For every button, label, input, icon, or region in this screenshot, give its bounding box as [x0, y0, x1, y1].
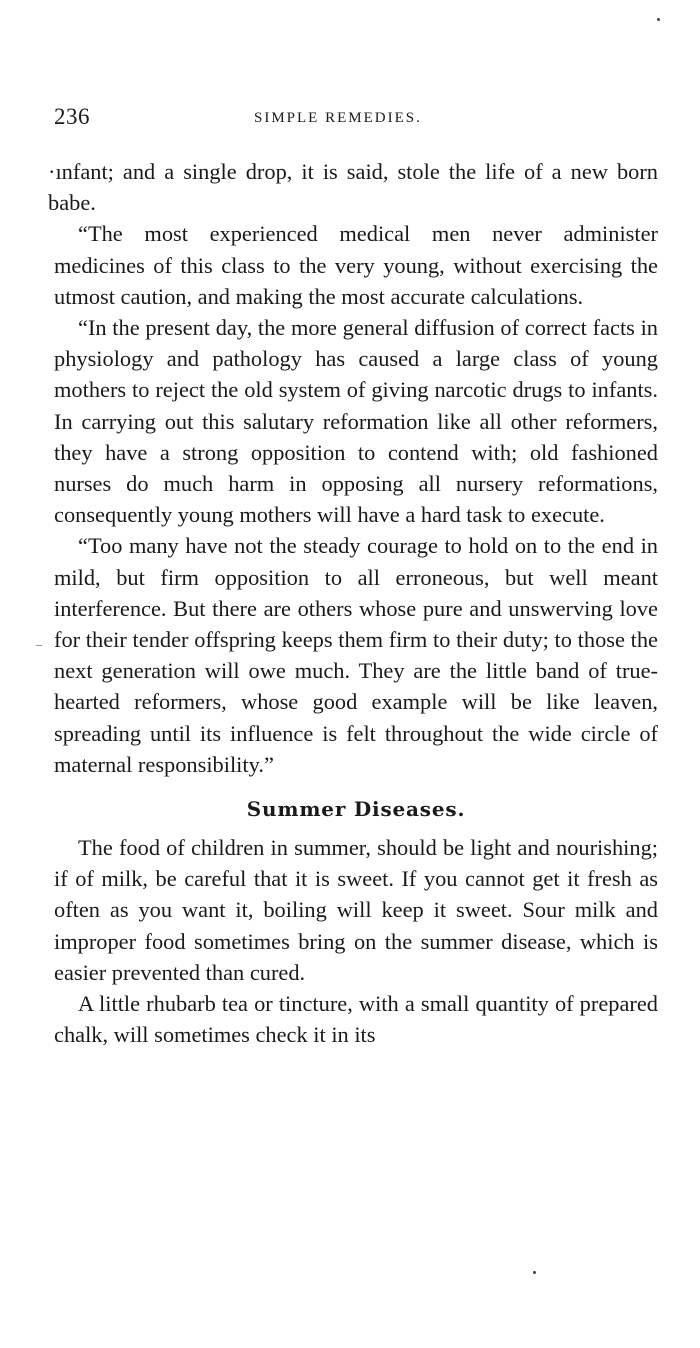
paragraph-rhubarb: A little rhubarb tea or tincture, with a small quantity of prepared chalk, will sometimes check it in its [54, 991, 658, 1048]
paragraph-medical-men: “The most experienced medical men never administer medicines of this class to the very young, without exercising the utmost caution, and making the most accurate calculations. [54, 221, 658, 309]
paragraph-summer-food: The food of children in summer, should be light and nourishing; if of milk, be careful that it is sweet. If you cannot get it fresh as often as you want it, boiling will keep it sweet. Sour milk and improper food sometimes bring on the summer disease, which is easier prevented than cured. [54, 835, 658, 985]
page-number: 236 [54, 104, 90, 129]
print-speck [533, 1271, 536, 1274]
running-title: SIMPLE REMEDIES. [254, 110, 422, 126]
running-head [54, 104, 666, 134]
paragraph-present-day: “In the present day, the more general diffusion of correct facts in physiology and pathology has caused a large class of young mothers to reject the old system of giving narcotic drugs to infants. In carrying out this salutary reformation like all other reformers, they have a strong opposition to contend with; old fashioned nurses do much harm in opposing all nursery reformations, consequently young mothers will have a hard task to execute. [54, 315, 658, 528]
print-speck [657, 18, 660, 21]
paragraph-steady-courage: “Too many have not the steady courage to hold on to the end in mild, but firm opposition to all erroneous, but well meant interference. But there are others whose pure and unswerving love for their tender offspring keeps them firm to their duty; to those the next generation will owe much. They are the little band of true-hearted reformers, whose good example will be like leaven, spreading until its influence is felt throughout the wide circle of maternal responsibility.” [54, 533, 658, 777]
body-text [48, 156, 658, 1050]
section-summer-diseases [54, 796, 658, 1050]
margin-mark [36, 645, 42, 646]
paragraph-continued: ·ınfant; and a single drop, it is said, stole the life of a new born babe. [48, 159, 658, 216]
section-heading: Summer Diseases. [246, 797, 466, 822]
